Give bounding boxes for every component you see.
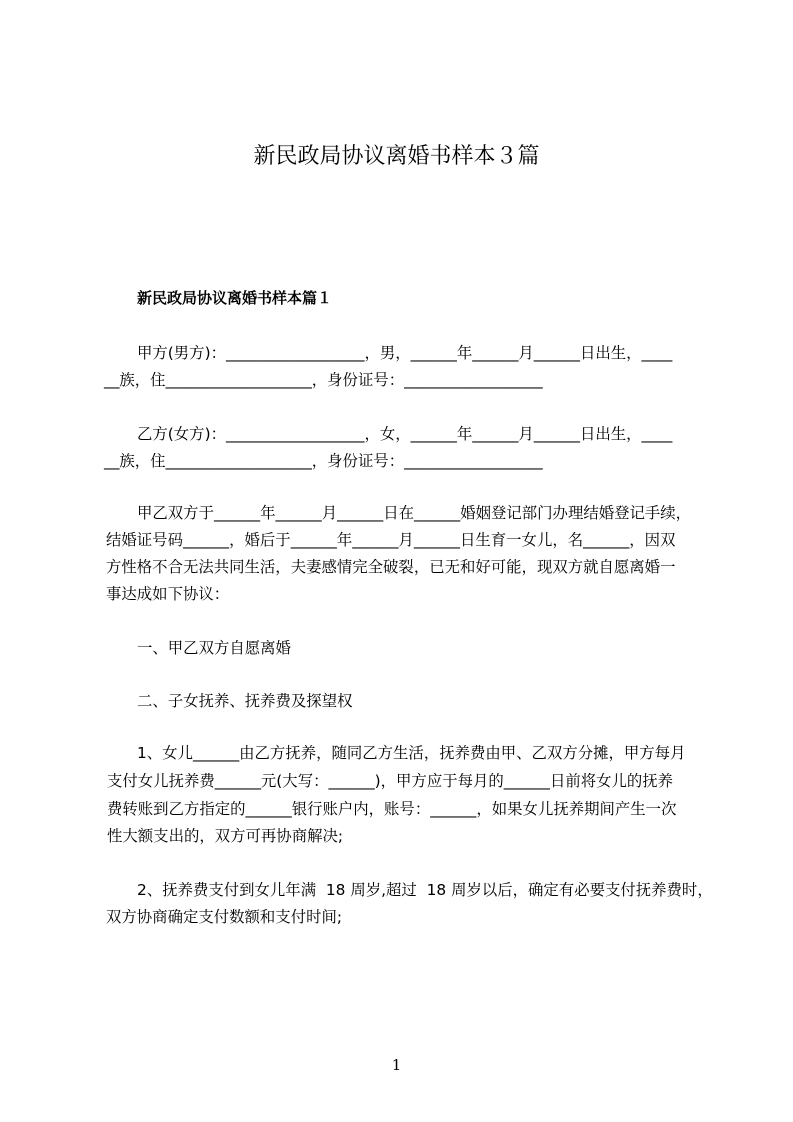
party-b-line-2: __族，住___________________，身份证号：__________________ bbox=[104, 452, 543, 470]
background-line-2: 结婚证号码______，婚后于______年______月______日生育一女儿，名______，因双 bbox=[106, 531, 676, 549]
background-line-3: 方性格不合无法共同生活，夫妻感情完全破裂，已无和好可能，现双方就自愿离婚一 bbox=[106, 558, 676, 576]
background-line-4: 事达成如下协议： bbox=[106, 585, 230, 603]
clause-1-line-3: 费转账到乙方指定的______银行账户内，账号：______，如果女儿抚养期间产生一次 bbox=[107, 800, 677, 818]
clause-2-line-2: 双方协商确定支付数额和支付时间; bbox=[106, 908, 343, 926]
item-2-heading: 二、子女抚养、抚养费及探望权 bbox=[137, 692, 353, 710]
item-1-heading: 一、甲乙双方自愿离婚 bbox=[137, 639, 291, 657]
party-a-line-1: 甲方(男方)：__________________，男，______年______月______日出生，____ bbox=[137, 344, 673, 362]
background-line-1: 甲乙双方于______年______月______日在______婚姻登记部门办理结婚登记手续， bbox=[137, 504, 692, 522]
page-number: 1 bbox=[391, 1056, 402, 1074]
clause-2-line-1: 2、抚养费支付到女儿年满 18 周岁,超过 18 周岁以后，确定有必要支付抚养费时， bbox=[137, 881, 713, 899]
document-title: 新民政局协议离婚书样本３篇 bbox=[253, 144, 540, 169]
clause-1-line-4: 性大额支出的，双方可再协商解决; bbox=[107, 827, 344, 845]
clause-1-line-2: 支付女儿抚养费______元(大写：______)，甲方应于每月的______日前将女儿的抚养 bbox=[107, 772, 674, 790]
party-a-line-2: __族，住___________________，身份证号：__________________ bbox=[104, 371, 543, 389]
section-heading: 新民政局协议离婚书样本篇１ bbox=[137, 289, 333, 307]
clause-1-line-1: 1、女儿______由乙方抚养，随同乙方生活，抚养费由甲、乙双方分摊，甲方每月 bbox=[137, 744, 686, 762]
party-b-line-1: 乙方(女方)：__________________，女，______年______月______日出生，____ bbox=[137, 425, 673, 443]
